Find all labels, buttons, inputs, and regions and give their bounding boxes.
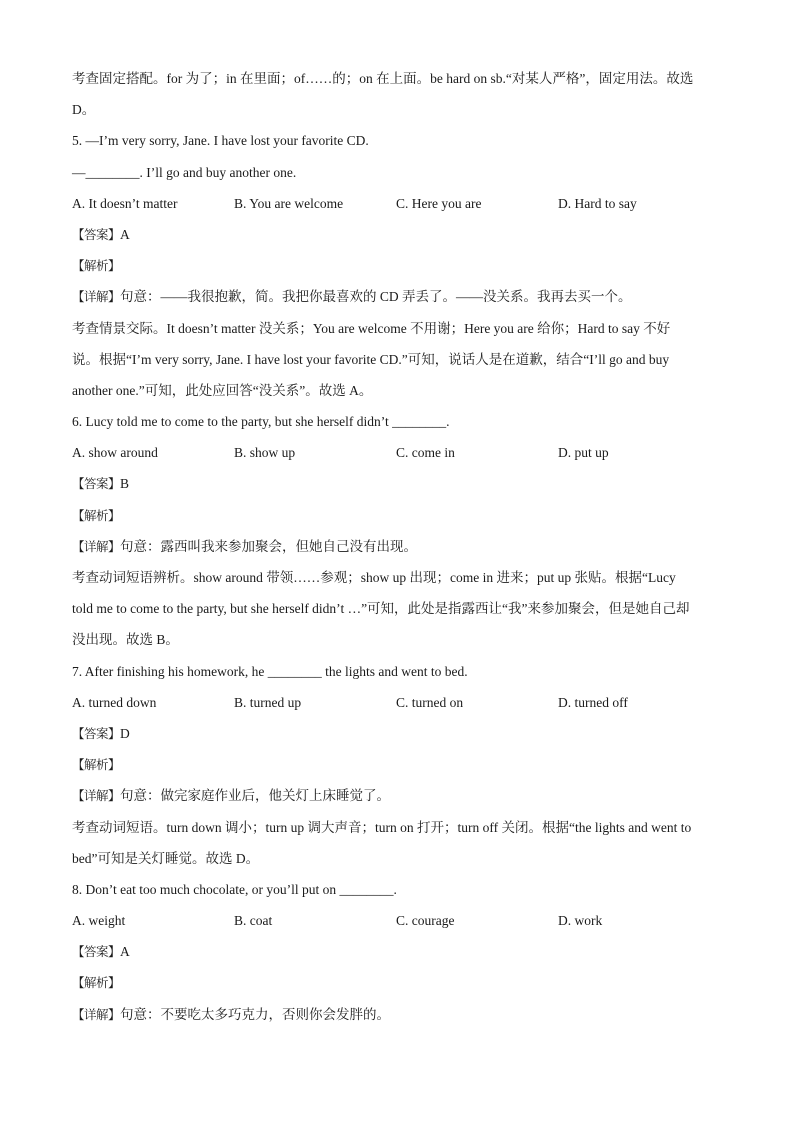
detail-text: bed”可知是关灯睡觉。故选 D。 (72, 850, 260, 866)
detail-text: 句意：不要吃太多巧克力，否则你会发胖的。 (120, 1006, 391, 1022)
question-stem: 7. After finishing his homework, he ________ the lights and went to bed. (72, 663, 468, 679)
question-stem: 5. —I’m very sorry, Jane. I have lost your favorite CD. (72, 133, 369, 149)
detail-line (72, 281, 722, 312)
detail-tag: 【详解】 (72, 788, 121, 804)
analysis-line (72, 967, 722, 998)
answer-value: A (120, 226, 130, 242)
option-d: D. turned off (558, 694, 628, 710)
detail-tag: 【详解】 (72, 289, 121, 305)
question-8 (72, 874, 722, 1030)
option-a: A. turned down (72, 694, 157, 710)
answer-tag: 【答案】 (72, 476, 121, 492)
detail-text: 说。根据“I’m very sorry, Jane. I have lost your favorite CD.”可知，说话人是在道歉，结合“I’ll go and buy (72, 351, 670, 367)
option-b: B. coat (234, 913, 273, 929)
answer-line (72, 468, 722, 499)
detail-text: 考查情景交际。It doesn’t matter 没关系；You are welcome 不用谢；Here you are 给你；Hard to say 不好 (72, 320, 671, 336)
document-page (72, 63, 722, 1030)
answer-line (72, 219, 722, 250)
option-d: D. put up (558, 445, 609, 461)
options-row (72, 188, 722, 219)
question-7 (72, 656, 722, 874)
detail-text: told me to come to the party, but she herself didn’t …”可知，此处是指露西让“我”来参加聚会，但是她自己却 (72, 601, 690, 617)
answer-tag: 【答案】 (72, 226, 121, 242)
analysis-line (72, 250, 722, 281)
detail-text: 句意：做完家庭作业后，他关灯上床睡觉了。 (120, 788, 391, 804)
option-c: C. courage (396, 913, 455, 929)
detail-text: another one.”可知，此处应回答“没关系”。故选 A。 (72, 382, 373, 398)
analysis-tag: 【解析】 (72, 507, 121, 523)
detail-text: 句意：——我很抱歉，简。我把你最喜欢的 CD 弄丢了。——没关系。我再去买一个。 (120, 289, 632, 305)
option-c: C. come in (396, 445, 455, 461)
answer-value: A (120, 944, 130, 960)
detail-tag: 【详解】 (72, 538, 121, 554)
detail-text: 考查动词短语。turn down 调小；turn up 调大声音；turn on 打开；turn off 关闭。根据“the lights and went to (72, 819, 692, 835)
answer-value: D (120, 725, 130, 741)
detail-line (72, 780, 722, 811)
answer-value: B (120, 476, 130, 492)
question-stem: 6. Lucy told me to come to the party, but she herself didn’t ________. (72, 414, 450, 430)
analysis-line (72, 749, 722, 780)
option-d: D. Hard to say (558, 195, 637, 211)
option-b: B. turned up (234, 694, 302, 710)
detail-line (72, 531, 722, 562)
option-d: D. work (558, 913, 603, 929)
question-stem: 8. Don’t eat too much chocolate, or you’ll put on ________. (72, 881, 397, 897)
question-6 (72, 406, 722, 656)
answer-tag: 【答案】 (72, 725, 121, 741)
option-a: A. show around (72, 445, 158, 461)
option-b: B. show up (234, 445, 296, 461)
detail-line (72, 999, 722, 1030)
intro-line: 考查固定搭配。for 为了；in 在里面；of……的；on 在上面。be hard on sb.“对某人严格”，固定用法。故选 (72, 71, 694, 86)
detail-tag: 【详解】 (72, 1006, 121, 1022)
analysis-tag: 【解析】 (72, 757, 121, 773)
intro-line: D。 (72, 102, 96, 118)
answer-line (72, 718, 722, 749)
options-row (72, 687, 722, 718)
detail-text: 没出现。故选 B。 (72, 632, 179, 648)
options-row (72, 905, 722, 936)
question-stem: —________. I’ll go and buy another one. (72, 164, 297, 180)
analysis-tag: 【解析】 (72, 258, 121, 274)
detail-text: 句意：露西叫我来参加聚会，但她自己没有出现。 (120, 538, 418, 554)
analysis-line (72, 500, 722, 531)
option-a: A. It doesn’t matter (72, 195, 178, 211)
option-c: C. Here you are (396, 195, 482, 211)
option-c: C. turned on (396, 694, 464, 710)
option-b: B. You are welcome (234, 195, 344, 211)
options-row (72, 437, 722, 468)
option-a: A. weight (72, 913, 126, 929)
answer-line (72, 936, 722, 967)
detail-text: 考查动词短语辨析。show around 带领……参观；show up 出现；come in 进来；put up 张贴。根据“Lucy (72, 570, 676, 585)
answer-tag: 【答案】 (72, 944, 121, 960)
question-5 (72, 125, 722, 406)
analysis-tag: 【解析】 (72, 975, 121, 991)
